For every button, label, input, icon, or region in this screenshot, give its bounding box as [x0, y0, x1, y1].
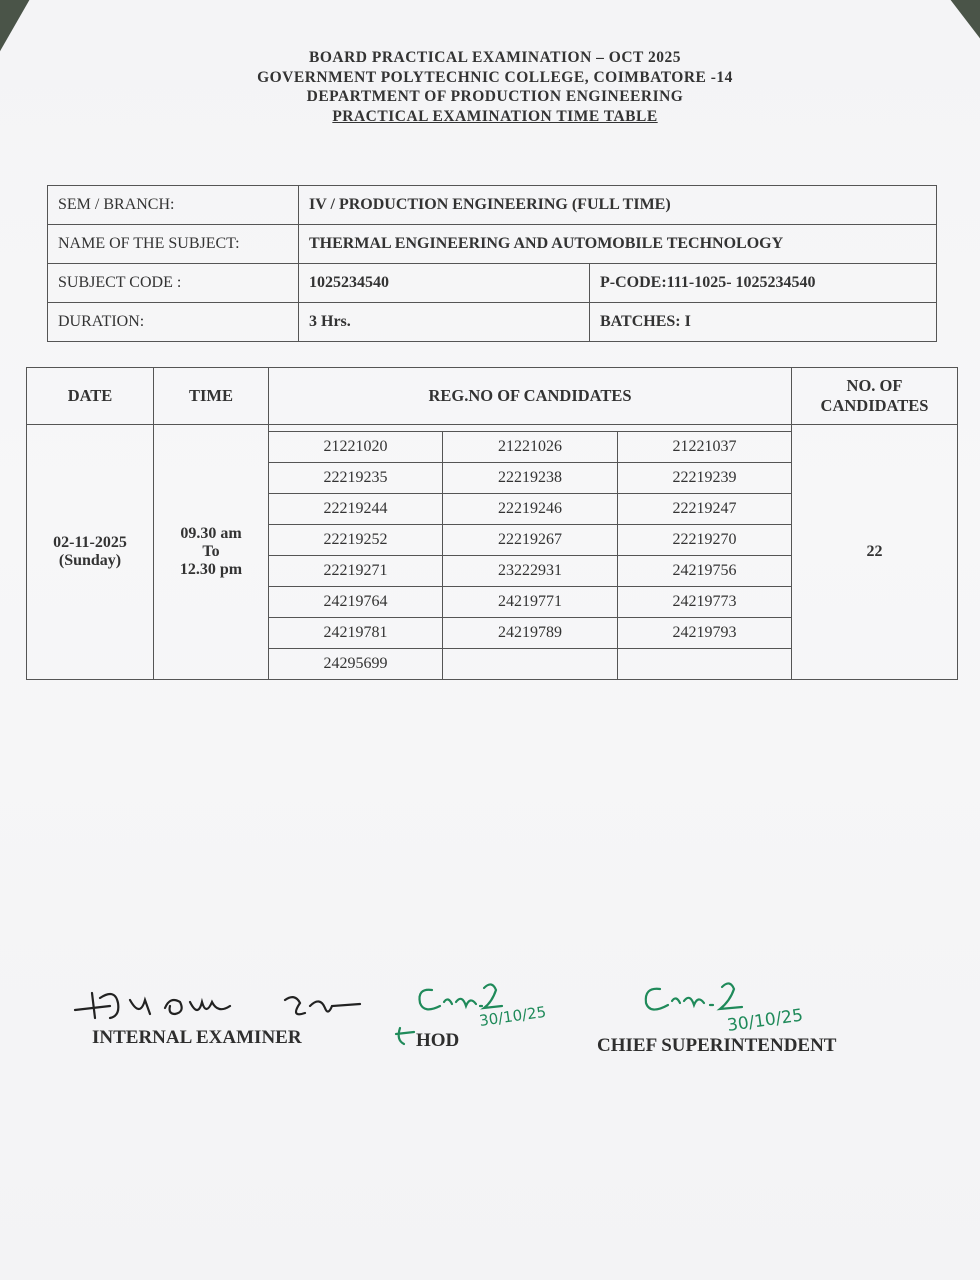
hod-label: HOD: [416, 1030, 460, 1051]
duration-value: 3 Hrs.: [299, 303, 590, 342]
time-to: To: [202, 543, 220, 560]
reg-number: 24219756: [617, 556, 791, 587]
chief-superintendent-label: CHIEF SUPERINTENDENT: [597, 1035, 837, 1056]
candidate-count: 22: [792, 425, 958, 680]
subject-label: NAME OF THE SUBJECT:: [48, 225, 299, 264]
subject-value: THERMAL ENGINEERING AND AUTOMOBILE TECHNOLOGY: [299, 225, 937, 264]
table-row: [269, 587, 791, 618]
chief-signature-date: 30/10/25: [725, 1005, 805, 1036]
table-row: [269, 556, 791, 587]
hod-signature-date: 30/10/25: [478, 1002, 548, 1030]
reg-number: [443, 649, 618, 680]
table-row: [269, 525, 791, 556]
time-end: 12.30 pm: [179, 561, 243, 578]
date-header: DATE: [27, 368, 154, 425]
reg-number: 24219789: [443, 618, 618, 649]
reg-number: [617, 649, 791, 680]
department-name: DEPARTMENT OF PRODUCTION ENGINEERING: [306, 88, 684, 105]
reg-number: 23222931: [443, 556, 618, 587]
reg-number: 22219244: [269, 494, 443, 525]
reg-number: 22219271: [269, 556, 443, 587]
reg-number: 22219247: [617, 494, 791, 525]
internal-examiner-label: INTERNAL EXAMINER: [92, 1027, 302, 1048]
schedule-table: [26, 367, 958, 680]
reg-number: 24219773: [617, 587, 791, 618]
sem-label: SEM / BRANCH:: [48, 186, 299, 225]
exam-time-cell: [154, 425, 269, 680]
exam-info-table: [47, 185, 937, 342]
reg-number: 22219270: [617, 525, 791, 556]
table-row: [269, 618, 791, 649]
reg-number: 22219267: [443, 525, 618, 556]
reg-number: 24219781: [269, 618, 443, 649]
table-row: [269, 463, 791, 494]
exam-date: 02-11-2025: [53, 534, 127, 551]
table-row: [269, 649, 791, 680]
reg-numbers-cell: [269, 425, 792, 680]
pcode-value: P-CODE:111-1025- 1025234540: [590, 264, 937, 303]
timetable-title: PRACTICAL EXAMINATION TIME TABLE: [332, 107, 658, 125]
reg-number: 24295699: [269, 649, 443, 680]
exam-date-cell: [27, 425, 154, 680]
exam-day: (Sunday): [58, 552, 122, 569]
reg-number: 22219239: [617, 463, 791, 494]
sem-value: IV / PRODUCTION ENGINEERING (FULL TIME): [299, 186, 937, 225]
reg-numbers-grid: [269, 431, 791, 679]
reg-number: 24219793: [617, 618, 791, 649]
reg-number: 22219235: [269, 463, 443, 494]
reg-number: 22219252: [269, 525, 443, 556]
subject-code-label: SUBJECT CODE :: [48, 264, 299, 303]
document-header: [200, 48, 790, 126]
college-name: GOVERNMENT POLYTECHNIC COLLEGE, COIMBATORE -14: [257, 68, 733, 86]
duration-label: DURATION:: [48, 303, 299, 342]
reg-number: 22219238: [443, 463, 618, 494]
count-header: NO. OF CANDIDATES: [792, 368, 958, 425]
table-row: [269, 432, 791, 463]
batches-value: BATCHES: I: [590, 303, 937, 342]
reg-number: 24219771: [443, 587, 618, 618]
reg-number: 24219764: [269, 587, 443, 618]
reg-number: 21221026: [443, 432, 618, 463]
reg-number: 21221037: [617, 432, 791, 463]
time-header: TIME: [154, 368, 269, 425]
internal-examiner-signature: [70, 988, 370, 1028]
reg-number: 22219246: [443, 494, 618, 525]
reg-header: REG.NO OF CANDIDATES: [269, 368, 792, 425]
table-row: [269, 494, 791, 525]
time-start: 09.30 am: [180, 525, 242, 542]
exam-title: BOARD PRACTICAL EXAMINATION – OCT 2025: [309, 49, 681, 66]
subject-code-value: 1025234540: [299, 264, 590, 303]
reg-number: 21221020: [269, 432, 443, 463]
